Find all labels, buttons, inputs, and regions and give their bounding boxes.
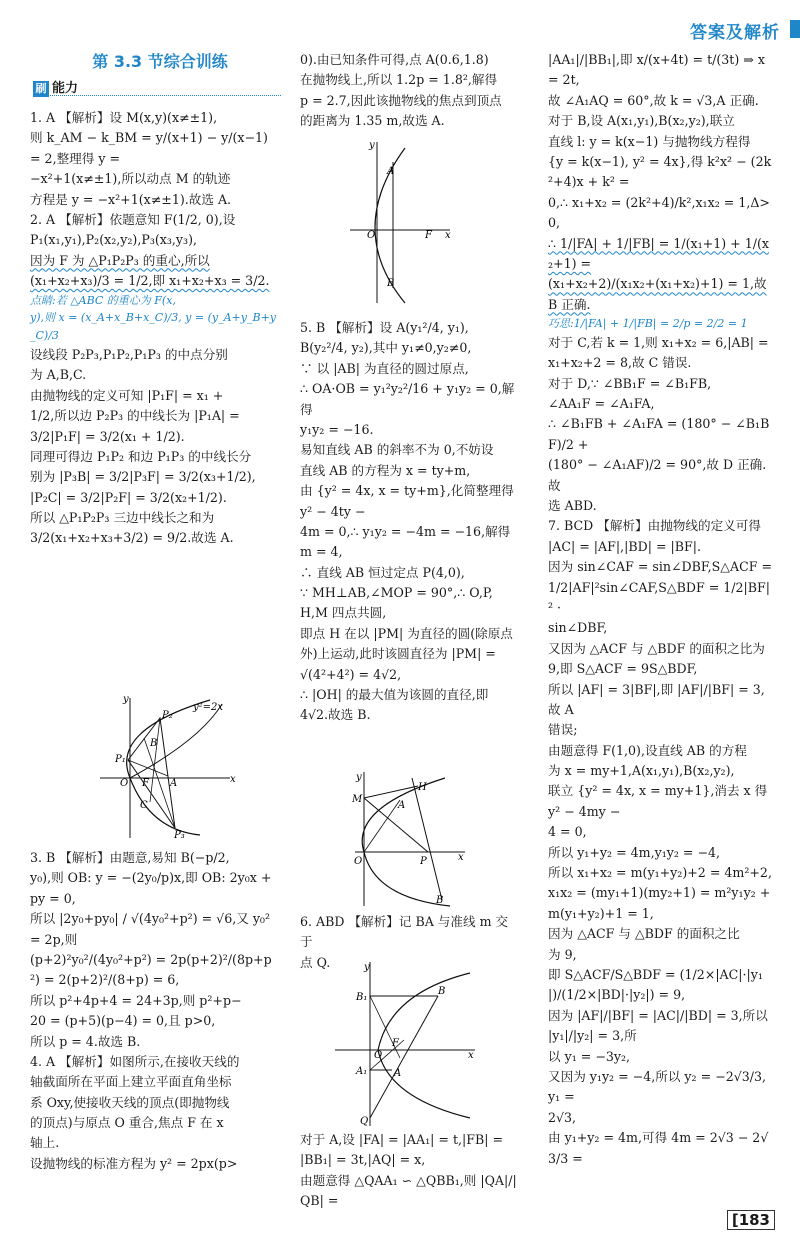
page-number: [ 183: [727, 1210, 775, 1230]
text-line: 为 x = my+1,A(x₁,y₁),B(x₂,y₂),: [548, 763, 735, 779]
text-line: 对于 B,设 A(x₁,y₁),B(x₂,y₂),联立: [548, 113, 735, 129]
text-line: 系 Oxy,使接收天线的顶点(即抛物线: [30, 1094, 230, 1110]
text-line: 由题意得 F(1,0),设直线 AB 的方程: [548, 742, 747, 758]
text-line: ∠AA₁F = ∠A₁FA,: [548, 396, 655, 412]
text-line: 别为 |P₃B| = 3/2|P₃F| = 3/2(x₃+1/2),: [30, 469, 256, 485]
text-line: y₀),则 OB: y = −(2y₀/p)x,即 OB: 2y₀x +: [30, 870, 272, 886]
text-line: 设抛物线的标准方程为 y² = 2px(p>: [30, 1155, 238, 1171]
text-line: ∴ ∠B₁FB + ∠A₁FA = (180° − ∠B₁BF)/2 +: [548, 416, 770, 452]
text-line: 所以 x₁+x₂ = m(y₁+y₂)+2 = 4m²+2,: [548, 865, 772, 881]
text-line: 因为 |AF|/|BF| = |AC|/|BD| = 3,所以 |y₁|/|y₂| = 3,所: [548, 1007, 768, 1044]
text-line: 错误;: [548, 722, 578, 738]
brush-badge: 刷: [33, 81, 49, 97]
text-line: B(y₂²/4, y₂),其中 y₁≠0,y₂≠0,: [300, 340, 472, 356]
text-line: 2√3,: [548, 1109, 577, 1125]
fig4-label: A₁: [356, 1066, 368, 1077]
figure-2-antenna: [345, 138, 455, 308]
text-line: ∴ OA·OB = y₁²y₂²/16 + y₁y₂ = 0,解得: [300, 381, 515, 417]
text-line: 2. A 【解析】依题意知 F(1/2, 0),设: [30, 211, 236, 227]
fig3-label: B: [436, 895, 444, 906]
fig4-label: A: [394, 1068, 402, 1079]
text-line: 3/2|P₁F| = 3/2(x₁ + 1/2).: [30, 428, 185, 444]
text-line: √(4²+4²) = 4√2,: [300, 666, 402, 682]
text-line: 又因为 △ACF 与 △BDF 的面积之比为: [548, 640, 765, 656]
fig3-label: y: [356, 772, 362, 783]
text-line: 直线 AB 的方程为 x = ty+m,: [300, 462, 471, 478]
fig1-equation: y²=2x: [193, 702, 224, 713]
text-line: 选 ABD.: [548, 498, 597, 514]
text-line: 因为 △ACF 与 △BDF 的面积之比: [548, 926, 740, 942]
fig1-label: B: [150, 738, 158, 749]
fig2-label: O: [367, 230, 376, 241]
text-line: 6. ABD 【解析】记 BA 与准线 m 交于: [300, 914, 509, 950]
text-line: x₁+x₂+2 = 8,故 C 错误.: [548, 355, 692, 371]
text-line: m = 4,: [300, 544, 343, 560]
text-line: 4m = 0,∴ y₁y₂ = −4m = −16,解得: [300, 523, 511, 539]
text-line: 对于 C,若 k = 1,则 x₁+x₂ = 6,|AB| =: [548, 334, 769, 350]
header-title: 答案及解析: [690, 23, 780, 43]
text-line: py = 0,: [30, 890, 76, 906]
tip-line: 点睛:若 △ABC 的重心为 F(x,: [30, 293, 176, 307]
text-line: |P₂C| = 3/2|P₂F| = 3/2(x₂+1/2).: [30, 489, 227, 505]
page-header: [610, 14, 800, 42]
text-line: 所以 △P₁P₂P₃ 三边中线长之和为: [30, 510, 215, 526]
text-line: 故 ∠A₁AQ = 60°,故 k = √3,A 正确.: [548, 92, 759, 108]
text-line: p = 2.7,因此该抛物线的焦点到顶点: [300, 92, 502, 108]
fig3-label: P: [420, 856, 427, 867]
text-line: P₁(x₁,y₁),P₂(x₂,y₂),P₃(x₃,y₃),: [30, 232, 198, 248]
column-2-lower: [300, 1130, 518, 1212]
figure-1-parabola: [90, 690, 240, 840]
text-line: (p+2)²y₀²/(4y₀²+p²) = 2p(p+2)²/(8p+p²) = 2(p+2)²/(8+p) = 6,: [30, 951, 272, 988]
ability-label: [33, 77, 281, 96]
text-line: 1/2|AF|²sin∠CAF,S△BDF = 1/2|BF|² ·: [548, 579, 771, 615]
text-line: 易知直线 AB 的斜率不为 0,不妨设: [300, 442, 494, 458]
text-line: 即 S△ACF/S△BDF = (1/2×|AC|·|y₁|)/(1/2×|BD|·|y₂|) = 9,: [548, 967, 763, 1003]
text-line: 所以 |2y₀+py₀| / √(4y₀²+p²) = √6,又 y₀² = 2p,则: [30, 911, 271, 947]
text-line: 1. A 【解析】设 M(x,y)(x≠±1),: [30, 110, 218, 125]
figure-3-circle: [350, 768, 470, 908]
fig4-label: y: [364, 962, 370, 973]
text-line: 方程是 y = −x²+1(x≠±1).故选 A.: [30, 191, 232, 207]
text-line: 由抛物线的定义可知 |P₁F| = x₁ +: [30, 387, 224, 403]
text-line: sin∠DBF,: [548, 620, 608, 636]
fig3-label: M: [352, 794, 363, 805]
text-line: |AC| = |AF|,|BD| = |BF|.: [548, 538, 701, 554]
text-line: 所以 p²+4p+4 = 24+3p,则 p²+p−: [30, 992, 242, 1008]
fig3-label: A: [398, 800, 406, 811]
text-line: 为 A,B,C.: [30, 367, 87, 383]
column-2: [300, 50, 518, 132]
text-line: (180° − ∠A₁AF)/2 = 90°,故 D 正确.故: [548, 457, 767, 493]
text-line: 所以 p = 4.故选 B.: [30, 1033, 141, 1049]
header-bar: [790, 20, 800, 38]
fig4-label: F: [392, 1038, 399, 1049]
fig2-label: B: [387, 278, 395, 289]
fig2-label: A: [387, 166, 395, 177]
text-line: 外)上运动,此时该圆直径为 |PM| =: [300, 646, 496, 662]
text-line: 4√2.故选 B.: [300, 707, 371, 723]
text-line: −x²+1(x≠±1),所以动点 M 的轨迹: [30, 171, 231, 187]
text-line: 0,∴ x₁+x₂ = (2k²+4)/k²,x₁x₂ = 1,Δ>0,: [548, 194, 770, 231]
fig1-label: F: [142, 778, 149, 789]
text-line: 4. A 【解析】如图所示,在接收天线的: [30, 1053, 240, 1069]
text-line: 由 y₁+y₂ = 4m,可得 4m = 2√3 − 2√3/3 =: [548, 1130, 769, 1166]
text-line: 9,即 S△ACF = 9S△BDF,: [548, 661, 698, 677]
fig1-label: y: [123, 694, 129, 705]
text-line: 则 k_AM − k_BM = y/(x+1) − y/(x−1) = 2,整理得 y =: [30, 130, 268, 166]
column-3: [548, 50, 773, 1169]
fig3-label: H: [418, 782, 427, 793]
text-line: {y = k(x−1), y² = 4x},得 k²x² − (2k²+4)x + k² =: [548, 153, 772, 190]
fig3-label: x: [458, 852, 464, 863]
fig1-label: P₃: [174, 830, 185, 840]
text-line: (x₁+x₂+x₃)/3 = 1/2,即 x₁+x₂+x₃ = 3/2.: [30, 273, 270, 289]
text-line: 的距离为 1.35 m,故选 A.: [300, 113, 445, 129]
text-line: (x₁+x₂+2)/(x₁x₂+(x₁+x₂)+1) = 1,故 B 正确.: [548, 276, 767, 312]
fig2-label: y: [369, 140, 375, 151]
text-line: ∴ 直线 AB 恒过定点 P(4,0),: [300, 564, 465, 580]
fig1-label: x: [230, 774, 236, 785]
ability-text: 能力: [52, 81, 79, 96]
text-line: 点 Q.: [300, 954, 331, 970]
column-1-lower: [30, 848, 280, 1174]
text-line: 又因为 y₁y₂ = −4,所以 y₂ = −2√3/3,y₁ =: [548, 1068, 767, 1105]
text-line: 20 = (p+5)(p−4) = 0,且 p>0,: [30, 1013, 216, 1029]
text-line: 轴上.: [30, 1135, 60, 1151]
text-line: ∴ |OH| 的最大值为该圆的直径,即: [300, 687, 489, 703]
text-line: 的顶点)与原点 O 重合,焦点 F 在 x: [30, 1115, 224, 1131]
text-line: 在抛物线上,所以 1.2p = 1.8²,解得: [300, 72, 498, 88]
text-line: 对于 A,设 |FA| = |AA₁| = t,|FB| =: [300, 1132, 504, 1147]
text-line: 因为 F 为 △P₁P₂P₃ 的重心,所以: [30, 252, 210, 268]
text-line: 直线 l: y = k(x−1) 与抛物线方程得: [548, 133, 751, 149]
fig3-label: O: [354, 856, 363, 867]
text-line: m(y₁+y₂)+1 = 1,: [548, 905, 654, 921]
text-line: 联立 {y² = 4x, x = my+1},消去 x 得 y² − 4my −: [548, 783, 768, 819]
section-title: 第 3.3 节综合训练: [92, 52, 228, 71]
text-line: 因为 sin∠CAF = sin∠DBF,S△ACF =: [548, 559, 772, 575]
column-2-middle: [300, 318, 518, 726]
text-line: |AA₁|/|BB₁|,即 x/(x+4t) = t/(3t) ⇒ x = 2t,: [548, 52, 765, 88]
fig2-label: F: [425, 230, 432, 241]
figure-4-directrix: [330, 958, 480, 1128]
fig4-label: O: [374, 1050, 383, 1061]
text-line: 轴截面所在平面上建立平面直角坐标: [30, 1074, 232, 1090]
fig4-label: B: [438, 986, 446, 997]
text-line: y₁y₂ = −16.: [300, 421, 374, 437]
text-line: 由题意得 △QAA₁ ∽ △QBB₁,则 |QA|/|QB| =: [300, 1172, 517, 1209]
text-line: 0).由已知条件可得,点 A(0.6,1.8): [300, 52, 489, 67]
text-line: 即点 H 在以 |PM| 为直径的圆(除原点: [300, 625, 513, 641]
fig1-label: P₂: [162, 710, 173, 721]
text-line: 1/2,所以边 P₂P₃ 的中线长为 |P₁A| =: [30, 408, 240, 424]
text-line: 设线段 P₂P₃,P₁P₂,P₁P₃ 的中点分别: [30, 346, 228, 362]
text-line: ∴ 1/|FA| + 1/|FB| = 1/(x₁+1) + 1/(x₂+1) =: [548, 235, 769, 271]
text-line: 由 {y² = 4x, x = ty+m},化简整理得 y² − 4ty −: [300, 483, 514, 519]
fig2-label: x: [445, 230, 451, 241]
text-line: 对于 D,∵ ∠BB₁F = ∠B₁FB,: [548, 375, 712, 391]
text-line: 3/2(x₁+x₂+x₃+3/2) = 9/2.故选 A.: [30, 530, 234, 546]
fig1-label: C: [140, 800, 148, 811]
fig4-label: x: [468, 1050, 474, 1061]
text-line: 5. B 【解析】设 A(y₁²/4, y₁),: [300, 320, 469, 335]
text-line: 所以 y₁+y₂ = 4m,y₁y₂ = −4,: [548, 844, 721, 860]
text-line: 所以 |AF| = 3|BF|,即 |AF|/|BF| = 3,故 A: [548, 681, 765, 717]
text-line: |BB₁| = 3t,|AQ| = x,: [300, 1152, 426, 1168]
tip-line: 巧思:1/|FA| + 1/|FB| = 2/p = 2/2 = 1: [548, 317, 748, 331]
fig4-label: B₁: [356, 992, 368, 1003]
tip-line: y),则 x = (x_A+x_B+x_C)/3, y = (y_A+y_B+y_C)/3: [30, 311, 277, 343]
column-1: [30, 108, 280, 549]
text-line: 同理可得边 P₁P₂ 和边 P₁P₃ 的中线长分: [30, 448, 252, 464]
fig4-label: Q: [360, 1116, 369, 1127]
text-line: 4 = 0,: [548, 824, 587, 840]
fig1-label: O: [120, 778, 129, 789]
text-line: 以 y₁ = −3y₂,: [548, 1048, 631, 1064]
text-line: 7. BCD 【解析】由抛物线的定义可得: [548, 518, 761, 534]
text-line: x₁x₂ = (my₁+1)(my₂+1) = m²y₁y₂ +: [548, 885, 771, 901]
text-line: H,M 四点共圆,: [300, 605, 387, 621]
text-line: ∵ 以 |AB| 为直径的圆过原点,: [300, 360, 469, 376]
fig1-label: A: [170, 778, 178, 789]
fig1-label: P₁: [115, 754, 126, 765]
text-line: ∵ MH⊥AB,∠MOP = 90°,∴ O,P,: [300, 585, 493, 601]
text-line: 3. B 【解析】由题意,易知 B(−p/2,: [30, 850, 230, 865]
text-line: 为 9,: [548, 946, 577, 962]
